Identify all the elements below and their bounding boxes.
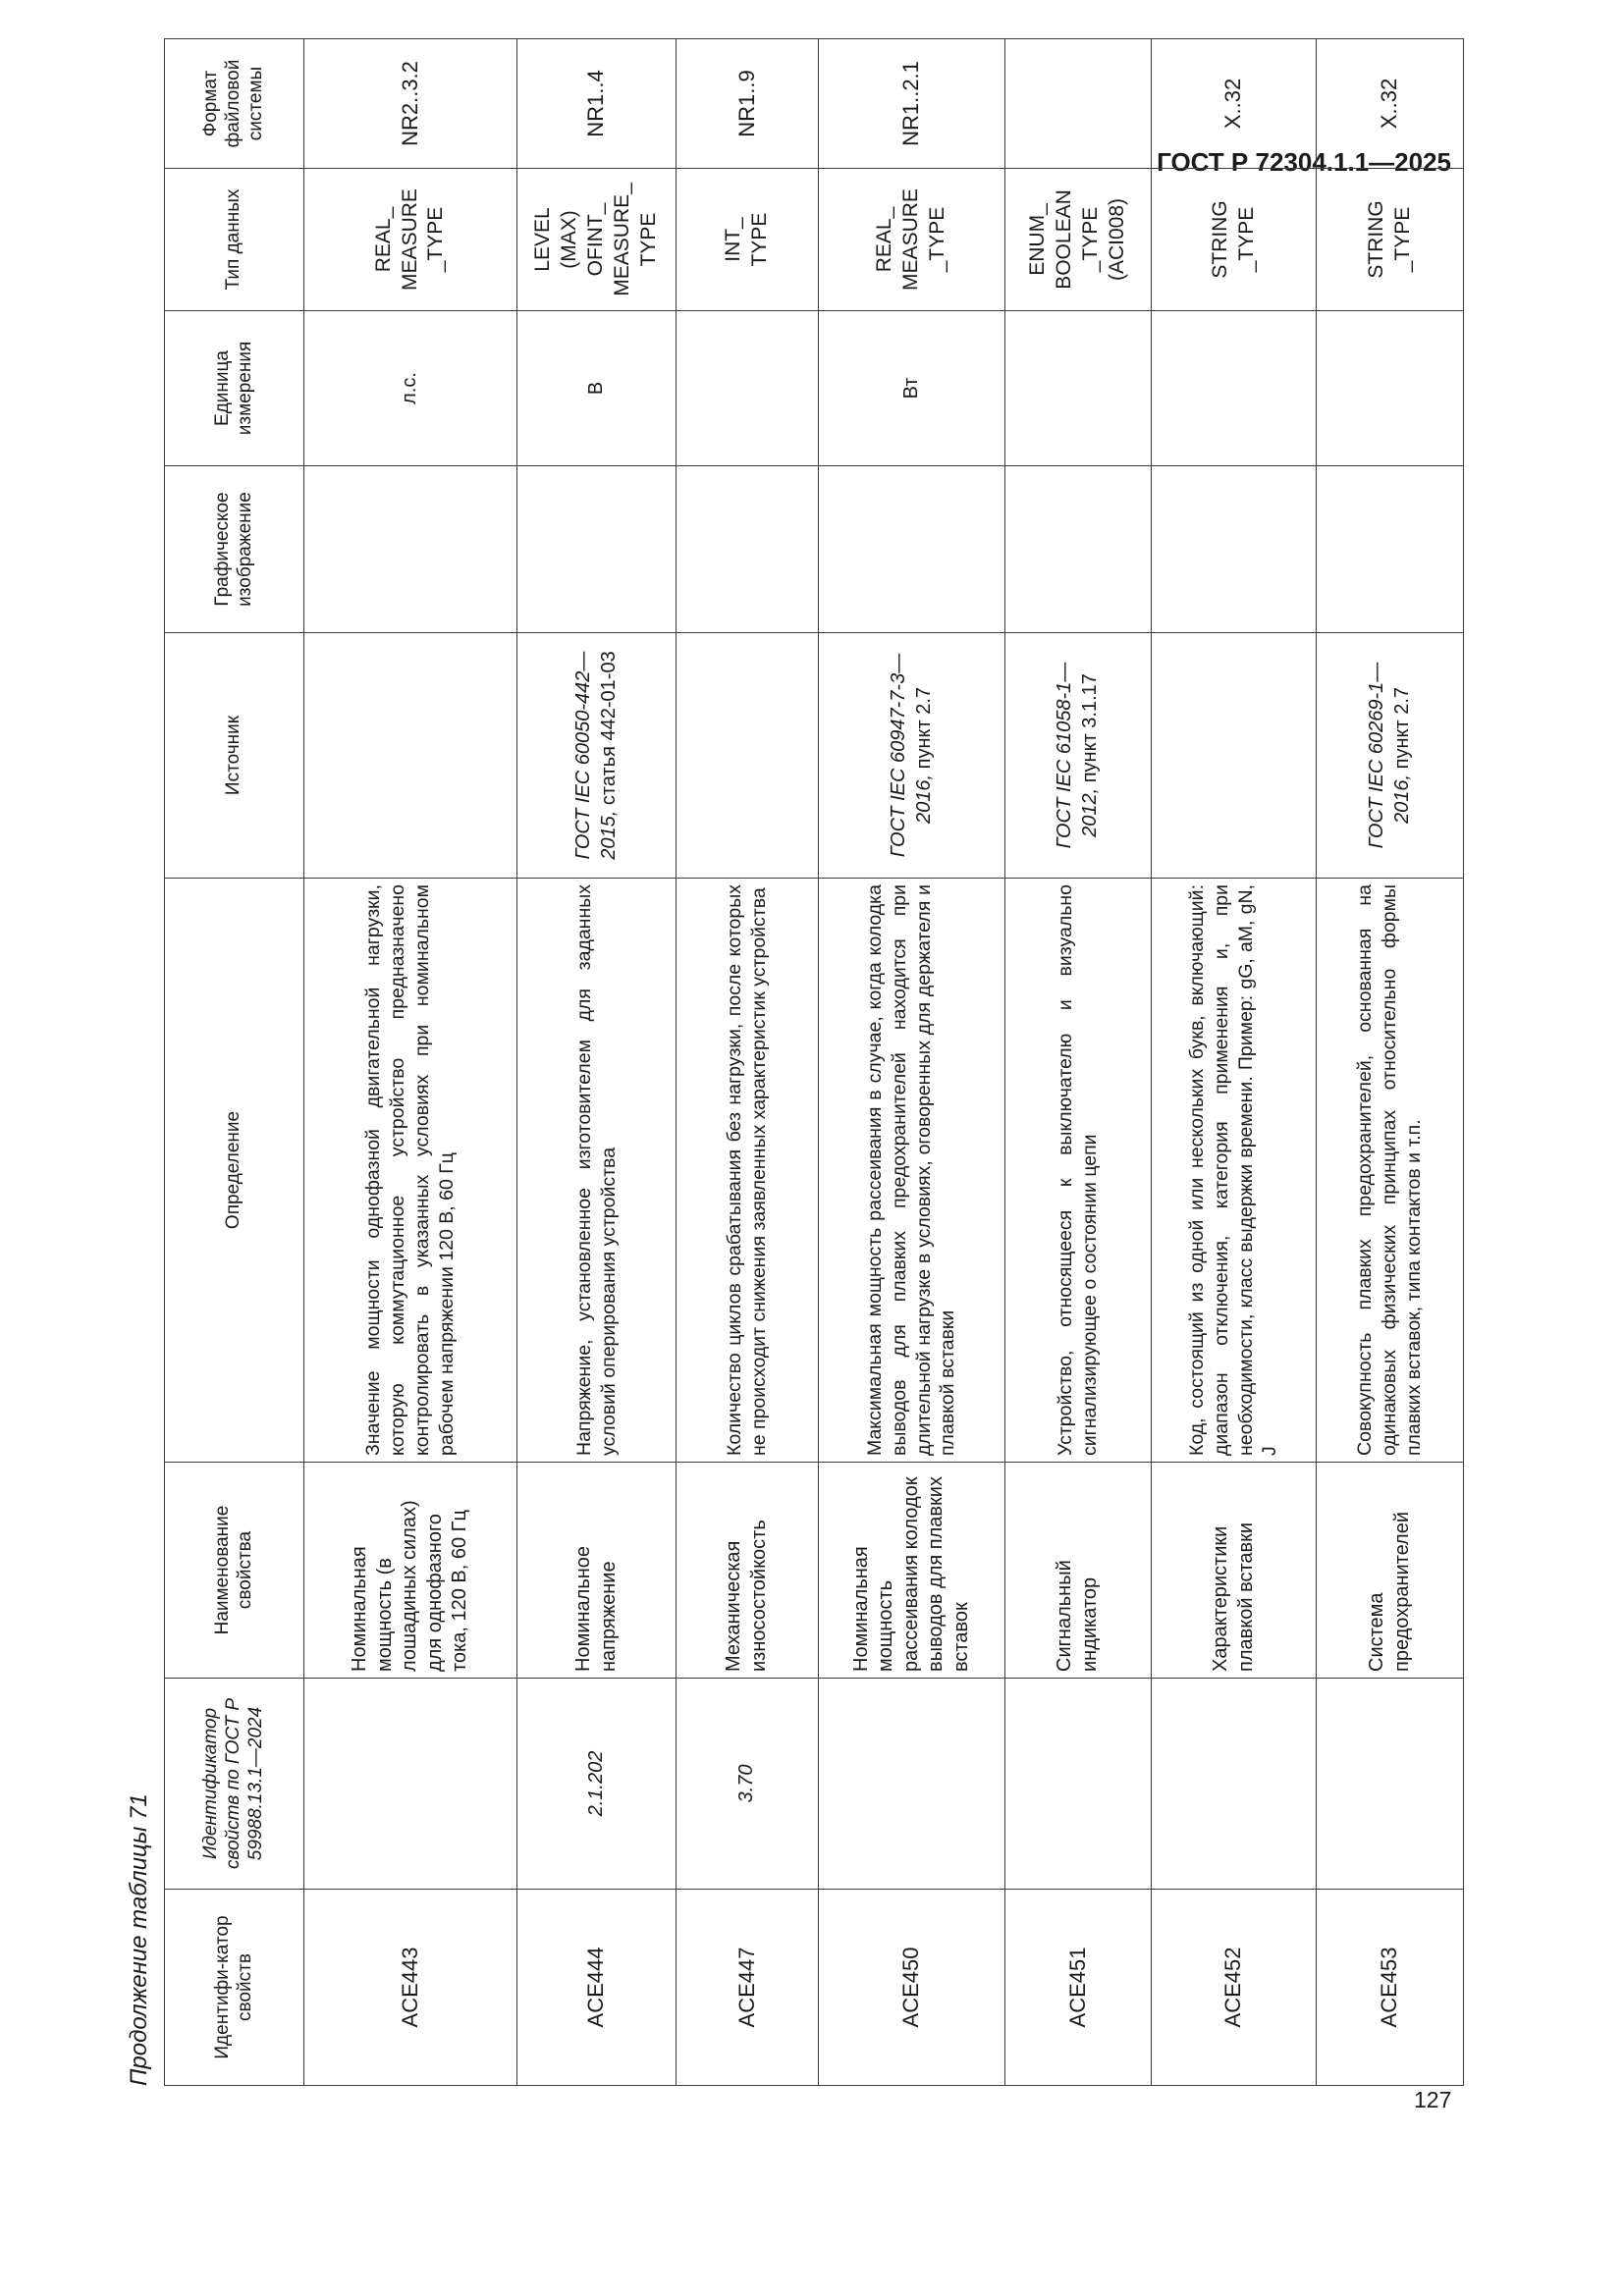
cell-source (677, 633, 819, 879)
data-type-line: ENUM_ (1026, 203, 1050, 276)
cell-property-id: ACE452 (1152, 1890, 1317, 2086)
cell-fs-format: NR1..9 (677, 39, 819, 169)
cell-data-type (304, 169, 517, 311)
cell-data-type (819, 169, 1005, 311)
cell-definition: Код, состоящий из одной или нескольких букв, включающий: диапазон отключения, категория применения и, при необходимости, класс выдержки времени. Пример: gG, aM, gN, J (1152, 879, 1317, 1463)
cell-unit: Вт (819, 311, 1005, 466)
source-document: ГОСТ IEC 60947-7-3—2016, (887, 653, 935, 858)
cell-fs-format: NR1..2.1 (819, 39, 1005, 169)
page-number: 127 (1414, 2087, 1452, 2112)
cell-graphic (1317, 466, 1464, 633)
cell-fs-format: X..32 (1152, 39, 1317, 169)
cell-property-id: ACE450 (819, 1890, 1005, 2086)
cell-definition: Значение мощности однофазной двигательной нагрузки, которую коммутационное устройство предназначено контролировать в указанных условиях при номинальном рабочем напряжении 120 В, 60 Гц (304, 879, 517, 1463)
cell-gost-id (1317, 1679, 1464, 1890)
cell-source (819, 633, 1005, 879)
cell-property-name: Номинальная мощность (в лошадиных силах) для однофазного тока, 120 В, 60 Гц (304, 1463, 517, 1679)
source-clause: пункт 2.7 (1390, 687, 1413, 770)
cell-data-type (517, 169, 677, 311)
table-row (1152, 39, 1317, 2086)
cell-graphic (517, 466, 677, 633)
cell-graphic (819, 466, 1005, 633)
cell-property-id: ACE444 (517, 1890, 677, 2086)
table-row (819, 39, 1005, 2086)
cell-graphic (677, 466, 819, 633)
cell-property-name: Номинальная мощность рассеивания колодок выводов для плавких вставок (819, 1463, 1005, 1679)
data-type-line: TYPE (636, 212, 660, 267)
source-clause: статья 442-01-03 (597, 651, 620, 806)
cell-definition: Совокупность плавких предохранителей, основанная на одинаковых физических принципах относительно формы плавких вставок, типа контактов и т.п. (1317, 879, 1464, 1463)
cell-property-name: Система предохранителей (1317, 1463, 1464, 1679)
data-type-line: _TYPE (424, 206, 448, 273)
cell-source (1317, 633, 1464, 879)
cell-graphic (1005, 466, 1152, 633)
cell-definition: Устройство, относящееся к выключателю и визуально сигнализирующее о состоянии цепи (1005, 879, 1152, 1463)
properties-table (164, 38, 1464, 2086)
cell-unit: В (517, 311, 677, 466)
cell-property-id: ACE453 (1317, 1890, 1464, 2086)
table-row (677, 39, 819, 2086)
cell-property-name: Сигнальный индикатор (1005, 1463, 1152, 1679)
cell-definition: Напряжение, установленное изготовителем для заданных условий оперирования устройства (517, 879, 677, 1463)
cell-gost-id (1005, 1679, 1152, 1890)
source-document: ГОСТ IEC 60269-1—2016, (1365, 662, 1413, 849)
column-header-fs-format: Формат файловой системы (165, 39, 304, 169)
data-type-line: BOOLEAN (1053, 189, 1076, 290)
document-header: ГОСТ Р 72304.1.1—2025 (1157, 147, 1451, 177)
table-body (304, 39, 1464, 2086)
cell-property-name: Номинальное напряжение (517, 1463, 677, 1679)
cell-definition: Максимальная мощность рассеивания в случае, когда колодка выводов для плавких предохранителей находится при длительной нагрузке в условиях, оговоренных для держателя и плавкой вставки (819, 879, 1005, 1463)
cell-property-id: ACE447 (677, 1890, 819, 2086)
data-type-line: (ACI008) (1105, 197, 1128, 282)
cell-property-name: Механическая износостойкость (677, 1463, 819, 1679)
cell-gost-id (304, 1679, 517, 1890)
column-header-data-type: Тип данных (165, 169, 304, 311)
data-type-line: (MAX) (558, 210, 581, 269)
column-header-name: Наименование свойства (165, 1463, 304, 1679)
cell-fs-format: NR2..3.2 (304, 39, 517, 169)
cell-unit (1005, 311, 1152, 466)
table-row (1317, 39, 1464, 2086)
column-header-source: Источник (165, 633, 304, 879)
data-type-line: MEASURE_ (610, 183, 633, 296)
data-type-line: _TYPE (1390, 206, 1414, 273)
cell-graphic (304, 466, 517, 633)
column-header-gost-id: Идентификатор свойств по ГОСТ Р 59988.13.1—2024 (165, 1679, 304, 1890)
column-header-id: Идентифи-катор свойств (165, 1890, 304, 2086)
cell-data-type (677, 169, 819, 311)
data-type-line: REAL_ (371, 206, 395, 273)
data-type-line: MEASURE (899, 188, 923, 291)
cell-unit (677, 311, 819, 466)
cell-fs-format: NR1..4 (517, 39, 677, 169)
data-type-line: STRING (1364, 200, 1387, 279)
table-header-row (165, 39, 304, 2086)
table-row (517, 39, 677, 2086)
data-type-line: REAL_ (873, 206, 896, 273)
cell-property-name: Характеристики плавкой вставки (1152, 1463, 1317, 1679)
cell-data-type (1005, 169, 1152, 311)
cell-property-id: ACE451 (1005, 1890, 1152, 2086)
data-type-line: STRING (1208, 200, 1231, 279)
cell-source (1005, 633, 1152, 879)
cell-source (304, 633, 517, 879)
cell-fs-format: X..32 (1317, 39, 1464, 169)
cell-gost-id: 3.70 (677, 1679, 819, 1890)
cell-unit (1317, 311, 1464, 466)
column-header-graphic: Графическое изображение (165, 466, 304, 633)
column-header-definition: Определение (165, 879, 304, 1463)
cell-definition: Количество циклов срабатывания без нагрузки, после которых не происходит снижения заявленных характеристик устройства (677, 879, 819, 1463)
table-row (304, 39, 517, 2086)
column-header-unit: Единица измерения (165, 311, 304, 466)
rotated-table-area (115, 39, 1425, 2086)
cell-gost-id (1152, 1679, 1317, 1890)
source-document: ГОСТ IEC 60050-442—2015, (571, 651, 620, 860)
cell-source (1152, 633, 1317, 879)
cell-gost-id: 2.1.202 (517, 1679, 677, 1890)
table-caption: Продолжение таблицы 71 (126, 1793, 152, 2086)
data-type-line: LEVEL (531, 207, 555, 272)
data-type-line: _TYPE (1079, 206, 1102, 273)
data-type-line: INT_ (722, 217, 745, 262)
source-clause: пункт 2.7 (912, 687, 935, 770)
cell-unit: л.с. (304, 311, 517, 466)
data-type-line: _TYPE (1234, 206, 1258, 273)
cell-graphic (1152, 466, 1317, 633)
data-type-line: OFINT_ (584, 202, 608, 277)
source-clause: пункт 3.1.17 (1079, 673, 1101, 783)
cell-source (517, 633, 677, 879)
data-type-line: TYPE (748, 212, 771, 267)
table-row (1005, 39, 1152, 2086)
data-type-line: _TYPE (925, 206, 948, 273)
cell-property-id: ACE443 (304, 1890, 517, 2086)
cell-data-type (1152, 169, 1317, 311)
cell-gost-id (819, 1679, 1005, 1890)
source-document: ГОСТ IEC 61058-1—2012, (1054, 662, 1101, 849)
data-type-line: MEASURE (398, 188, 421, 291)
cell-data-type (1317, 169, 1464, 311)
cell-unit (1152, 311, 1317, 466)
cell-fs-format (1005, 39, 1152, 169)
